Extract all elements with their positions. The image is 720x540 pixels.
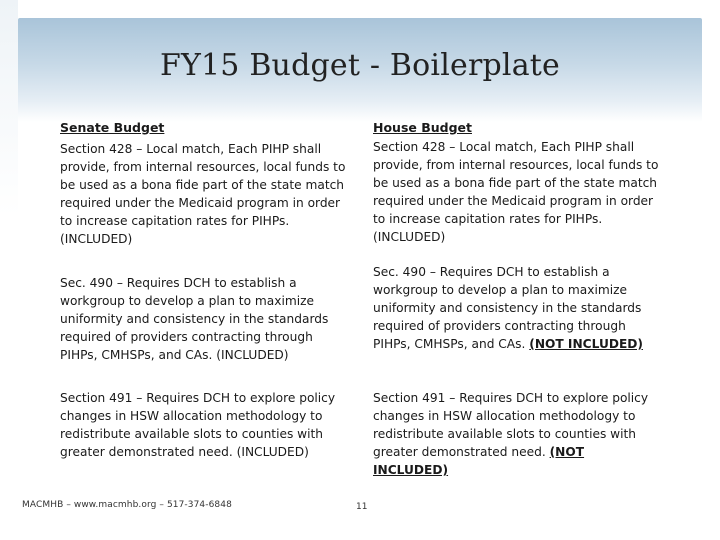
page-number: 11 (356, 502, 368, 512)
house-item-490 (373, 263, 658, 353)
senate-heading: Senate Budget (60, 120, 165, 135)
house-item-490-text: Sec. 490 – Requires DCH to establish a workgroup to develop a plan to maximize uniformity and consistency in the standards required of providers contracting through PIHPs, CMHSPs, and CAs. (373, 265, 642, 351)
slide-title: FY15 Budget - Boilerplate (159, 48, 560, 83)
footer-contact: MACMHB – www.macmhb.org – 517-374-6848 (22, 500, 232, 510)
house-item-490-status: (NOT INCLUDED) (529, 337, 643, 351)
house-item-491-text: Section 491 – Requires DCH to explore policy changes in HSW allocation methodology to redistribute available slots to counties with greater demonstrated need. (373, 391, 649, 459)
house-item-428: Section 428 – Local match, Each PIHP shall provide, from internal resources, local funds to be used as a bona fide part of the state match required under the Medicaid program in order to increase capitation rates for PIHPs. (INCLUDED) (373, 140, 659, 244)
senate-item-490: Sec. 490 – Requires DCH to establish a workgroup to develop a plan to maximize uniformity and consistency in the standards required of providers contracting through PIHPs, CMHSPs, and CAs. (INCLUDED) (60, 276, 329, 362)
senate-item-428: Section 428 – Local match, Each PIHP shall provide, from internal resources, local funds to be used as a bona fide part of the state match required under the Medicaid program in order to increase capitation rates for PIHPs. (INCLUDED) (60, 142, 346, 246)
house-heading: House Budget (373, 120, 472, 135)
house-item-491-status: (NOT INCLUDED) (373, 445, 585, 477)
senate-item-491: Section 491 – Requires DCH to explore policy changes in HSW allocation methodology to redistribute available slots to counties with greater demonstrated need. (INCLUDED) (60, 391, 336, 459)
house-item-491 (373, 389, 663, 479)
